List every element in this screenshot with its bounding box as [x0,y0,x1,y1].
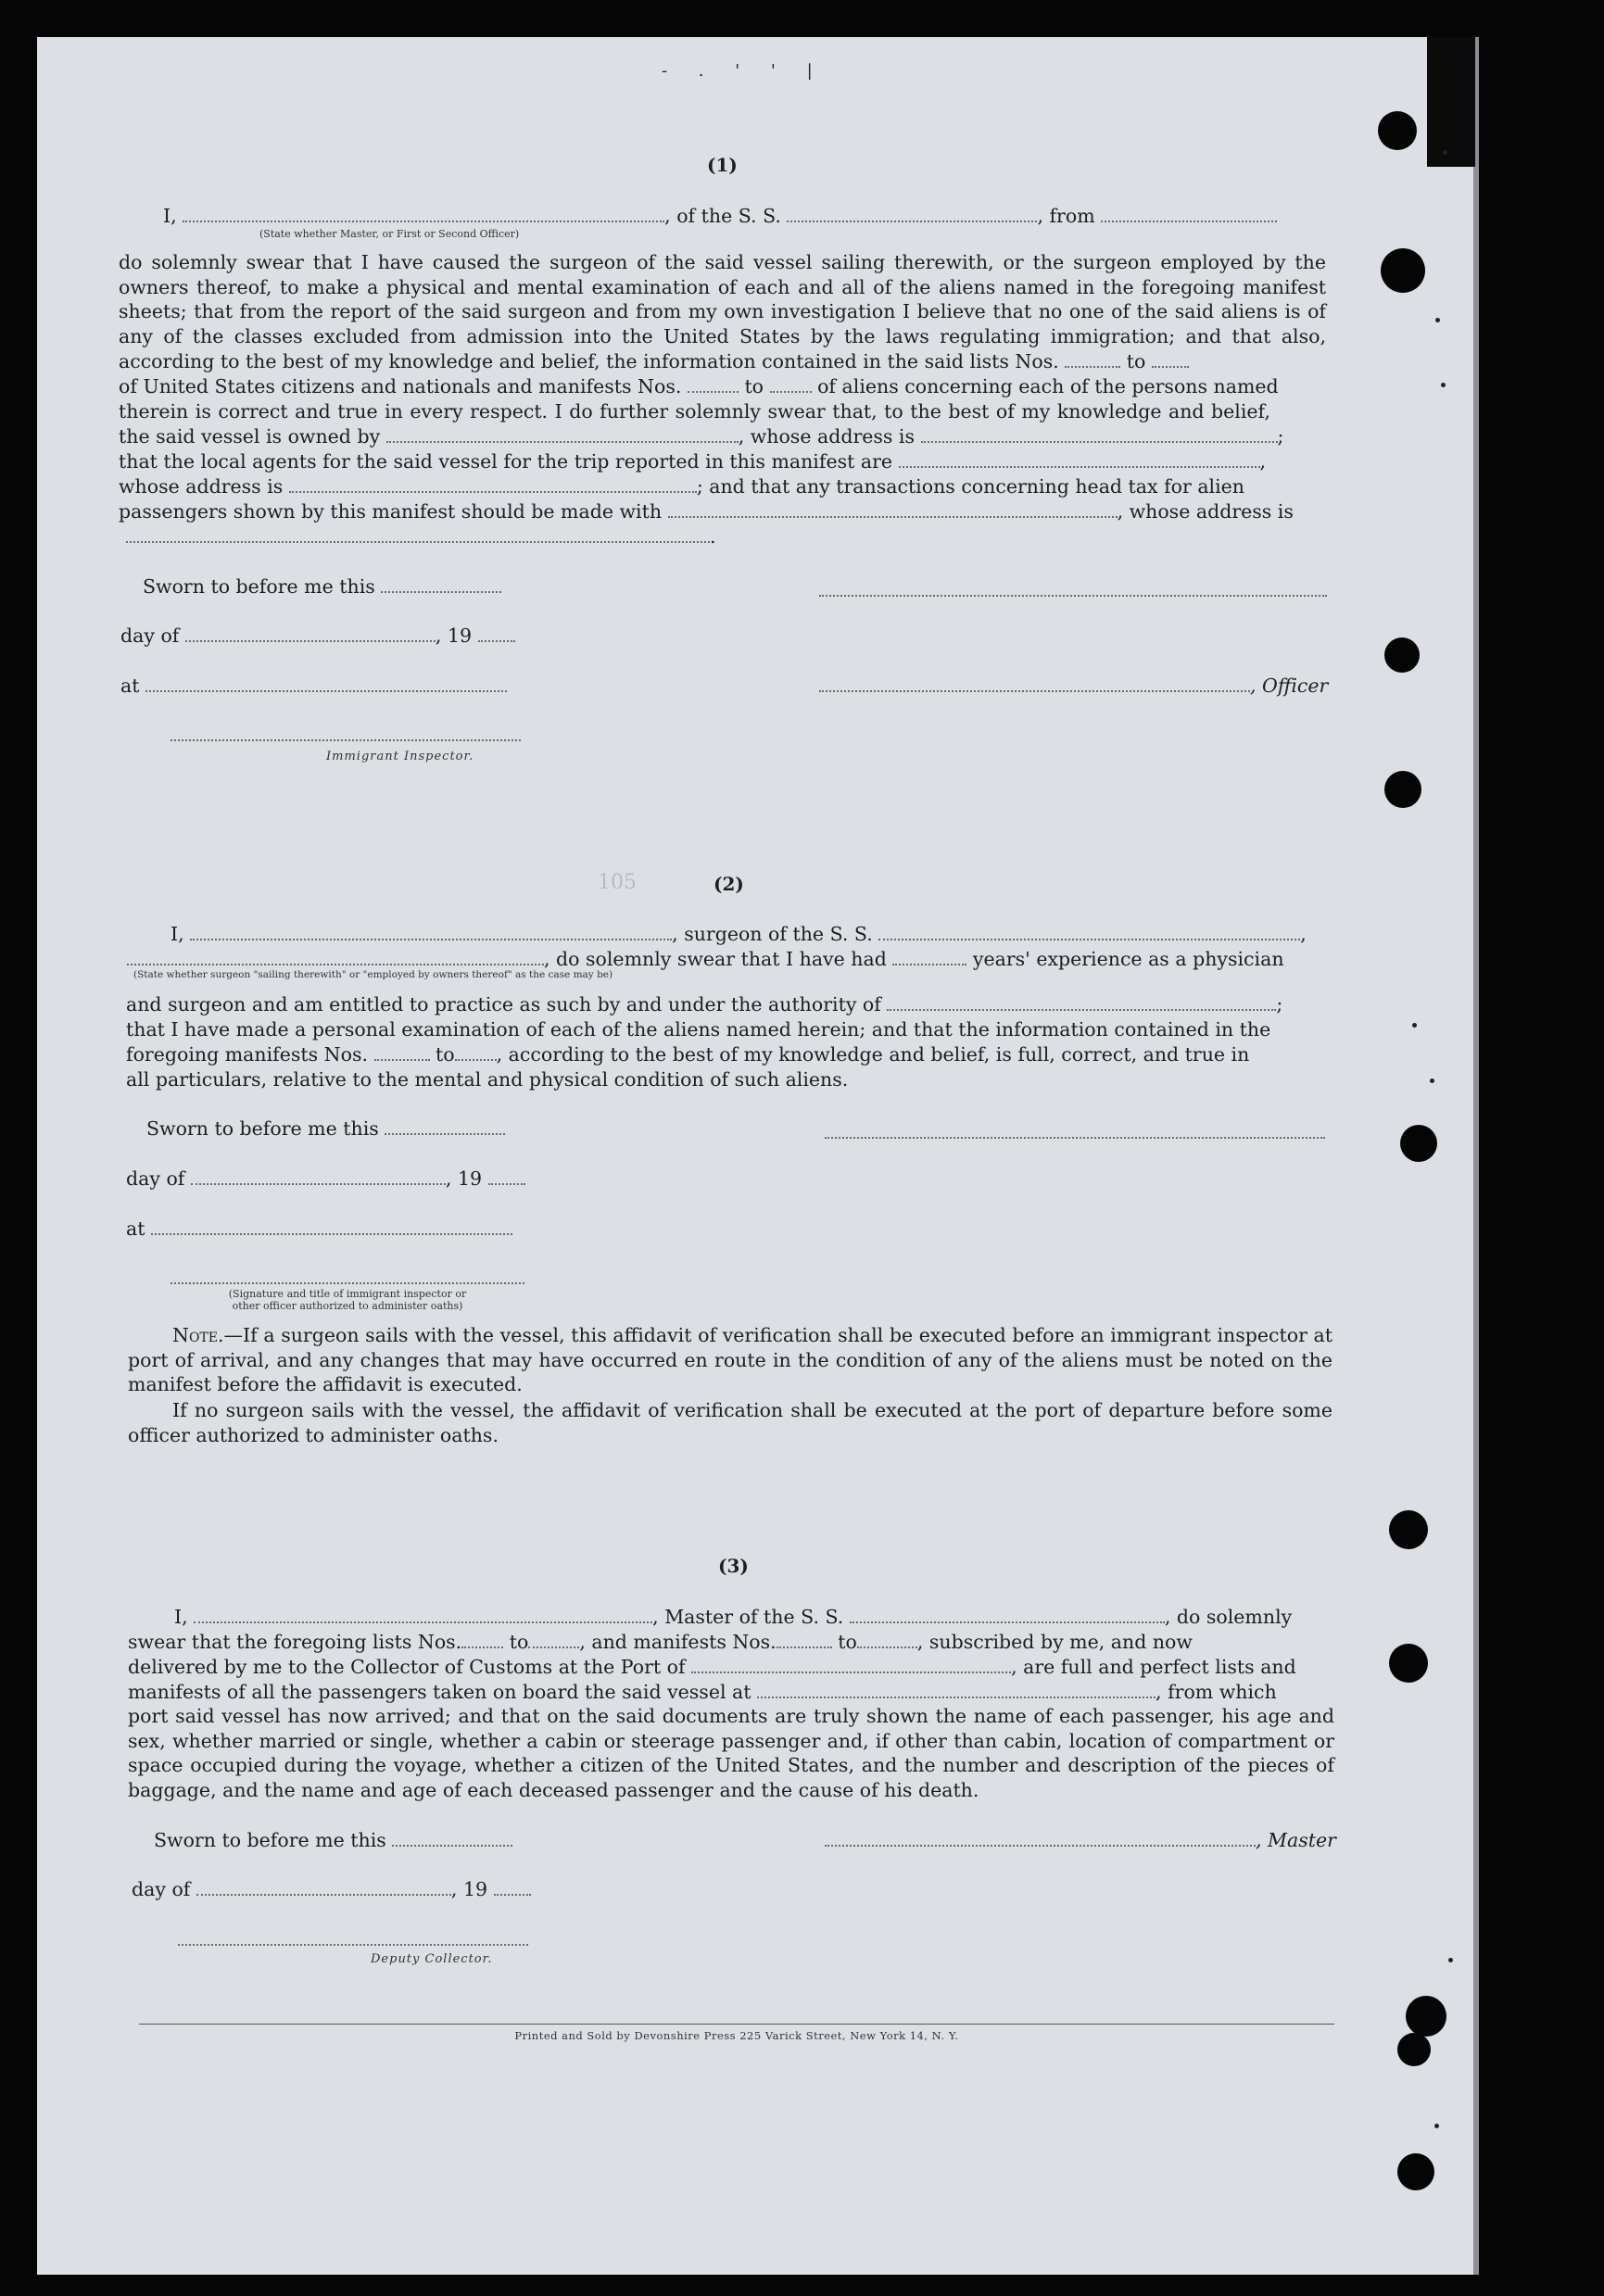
s1-p5b: , [1259,450,1267,473]
s1-para-to: to [1126,349,1146,372]
punch-hole [1378,111,1417,150]
punch-hole [1384,771,1421,808]
s1-p4c: ; [1277,425,1284,448]
s1-p4b: , whose address is [738,425,916,448]
manifests-from-field[interactable] [688,378,739,393]
citizen-lists-from-field[interactable] [1065,353,1120,368]
section-1-heading: (1) [707,154,738,176]
s3-dayof [132,1877,531,1901]
s2-inspector-sig-top[interactable] [825,1135,1325,1139]
s3-line4 [128,1680,1277,1704]
s1-p2c: of aliens concerning each of the persons named [817,375,1279,397]
s2-line2 [127,947,1284,971]
years-experience-field[interactable] [892,951,966,965]
s3-master-line [825,1828,1336,1852]
s2-sig-caption [185,1288,510,1312]
s2-sworn-label: Sworn to before me this [146,1117,379,1140]
s2-month-field[interactable] [191,1170,446,1185]
s1-line-owner [119,424,1283,448]
s3-l2e: , subscribed by me, and now [916,1631,1193,1653]
s2-l2a: , do solemnly swear that I have had [544,948,887,970]
s3-l2c: , and manifests Nos. [579,1631,777,1653]
s2-l5b: to [436,1043,455,1066]
printer-footer: Printed and Sold by Devonshire Press 225 Varick Street, New York 14, N. Y. [514,2029,959,2042]
citizen-lists-to-field[interactable] [1152,353,1189,368]
s1-month-field[interactable] [185,627,436,642]
s1-line-manifests [119,374,1326,398]
s1-officer-line [819,674,1328,698]
s1-para-text: do solemnly swear that I have caused the surgeon of the said vessel sailing therewith, or the surgeon employed by the owners thereof, to make a physical and mental examination of each and all of the aliens named in the foregoing manifest sheets; that from the report of the said surgeon and from my own investigation I believe that no one of the said aliens is of any of the classes excluded from admission into the United States by the laws regulating immigration; and that also, according to the best of my knowledge and belief, the information contained in the said lists Nos. [119,251,1326,372]
speck [1434,2124,1439,2128]
s3-master-sig-field[interactable] [825,1832,1256,1847]
s3-l3a: delivered by me to the Collector of Customs at the Port of [128,1656,686,1678]
s2-sworn-day-field[interactable] [385,1120,505,1135]
s3-master-name-field[interactable] [194,1608,652,1623]
s3-sworn [154,1828,512,1852]
s1-p7a: passengers shown by this manifest should be made with [119,500,663,523]
s1-i: I, [163,205,177,227]
s3-l2a: swear that the foregoing lists Nos. [128,1631,462,1653]
punch-hole [1381,248,1425,293]
speck [1435,318,1440,322]
s1-year-label: , 19 [435,624,473,647]
s3-year-field[interactable] [494,1881,531,1896]
s1-year-field[interactable] [478,627,515,642]
s3-lists-from-field[interactable] [461,1634,503,1648]
s3-master-label: , Master [1256,1829,1336,1851]
departure-port-field[interactable] [1101,208,1277,222]
s2-l3a: and surgeon and am entitled to practice as such by and under the authority of [126,993,881,1016]
s2-i: I, [171,923,184,945]
s3-manifests-from-field[interactable] [777,1634,832,1648]
note-text: —If a surgeon sails with the vessel, this affidavit of verification shall be executed before an immigrant inspector at port of arrival, and any changes that may have occurred en route in the condition of any of the aliens must be noted on the manifest before the affidavit is executed. [128,1324,1332,1396]
s1-p6b: ; and that any transactions concerning head tax for alien [696,475,1245,498]
s1-p4a: the said vessel is owned by [119,425,381,448]
s3-sworn-label: Sworn to before me this [154,1829,386,1851]
s1-line1 [163,204,1277,228]
s2-dayof-label: day of [126,1167,185,1190]
s2-manifest-from-field[interactable] [374,1046,430,1061]
s3-embark-port-field[interactable] [757,1684,1156,1698]
punch-hole [1397,2033,1431,2066]
s1-paragraph [119,250,1326,374]
s1-place-field[interactable] [145,677,507,692]
manifests-to-field[interactable] [770,378,812,393]
punch-hole [1389,1644,1428,1683]
s2-l2b: years' experience as a physician [972,948,1284,970]
s2-note2 [128,1398,1332,1447]
s3-master: , Master of the S. S. [652,1606,844,1628]
s1-officer-sig-top[interactable] [819,593,1327,597]
s2-line1 [171,922,1307,946]
s1-sworn-day-field[interactable] [381,578,501,593]
s3-l4a: manifests of all the passengers taken on board the said vessel at [128,1681,751,1703]
section-3-heading: (3) [718,1555,749,1577]
s1-line-last [126,524,716,549]
speck [1443,150,1447,155]
s1-at [120,674,507,698]
vessel-name-field[interactable] [787,208,1037,222]
s1-p2a: of United States citizens and nationals and manifests Nos. [119,375,682,397]
s2-sig-caption-1: (Signature and title of immigrant inspector or [228,1288,467,1300]
footer-rule [139,2024,1334,2025]
s1-rank-caption: (State whether Master, or First or Second Officer) [259,228,520,240]
agents-address-field[interactable] [289,478,697,493]
s2-sig-caption-2: other officer authorized to administer oaths) [232,1300,463,1312]
agents-field[interactable] [899,453,1260,468]
s1-p8: . [710,525,716,548]
binding-tab [1427,37,1475,167]
s3-collector-sig[interactable] [178,1942,528,1946]
s3-l1-end: , do solemnly [1164,1606,1293,1628]
s2-comma: , [1300,923,1307,945]
punch-hole [1406,1996,1446,2037]
s1-line-agent-address [119,474,1244,498]
s3-l2b: to [509,1631,529,1653]
speck [1430,1079,1434,1083]
s2-l5c: , according to the best of my knowledge and belief, is full, correct, and true in [496,1043,1250,1066]
s3-collector-caption: Deputy Collector. [371,1952,493,1966]
s3-lists-to-field[interactable] [528,1634,579,1648]
s2-surgeon: , surgeon of the S. S. [672,923,873,945]
surgeon-name-field[interactable] [190,926,672,940]
s2-at-label: at [126,1217,145,1240]
s1-p5a: that the local agents for the said vessel for the trip reported in this manifest are [119,450,893,473]
s2-at [126,1217,512,1241]
s2-manifest-to-field[interactable] [455,1046,497,1061]
s3-l2d: to [838,1631,857,1653]
note2-text: If no surgeon sails with the vessel, the affidavit of verification shall be executed at the port of departure before some officer authorized to administer oaths. [128,1399,1332,1446]
headtax-address-field[interactable] [126,528,710,543]
s2-place-field[interactable] [151,1220,512,1235]
faint-stamp: 105 [598,871,637,894]
s3-year-label: , 19 [450,1878,488,1900]
s2-year-label: , 19 [445,1167,483,1190]
s2-dayof [126,1167,525,1191]
rank-field[interactable] [183,208,664,222]
speck [1448,1958,1453,1962]
section-2-heading: (2) [714,873,744,895]
s3-manifests-to-field[interactable] [857,1634,917,1648]
s2-vessel-field[interactable] [878,926,1300,940]
s1-sworn [143,574,501,599]
punch-hole [1384,637,1420,673]
punch-hole [1397,2153,1434,2190]
s3-month-field[interactable] [196,1881,451,1896]
s3-vessel-field[interactable] [850,1608,1165,1623]
s3-l4b: , from which [1156,1681,1277,1703]
s3-line1 [174,1605,1292,1629]
s1-sworn-label: Sworn to before me this [143,575,375,598]
s2-l5a: foregoing manifests Nos. [126,1043,368,1066]
s3-paragraph: port said vessel has now arrived; and that on the said documents are truly shown the name of each passenger, his age and sex, whether married or single, whether a cabin or steerage passenger and, if other than cabin, location of compartment or space occupied during the voyage, whether a citizen of the United States, and the number and description of the pieces of baggage, and the name and age of each deceased passenger and the cause of his death. [128,1705,1334,1802]
s3-port-field[interactable] [691,1659,1011,1673]
s1-from: , from [1037,205,1095,227]
s1-inspector-caption: Immigrant Inspector. [326,750,474,763]
s1-dayof-label: day of [120,624,180,647]
s2-sig-line[interactable] [171,1280,524,1284]
authority-field[interactable] [887,996,1276,1011]
headtax-party-field[interactable] [668,503,1118,518]
s2-line6: all particulars, relative to the mental and physical condition of such aliens. [126,1068,849,1091]
punch-hole [1389,1510,1428,1549]
s1-officer-label: , Officer [1250,675,1329,697]
s2-line3 [126,992,1282,1016]
s3-sworn-day-field[interactable] [392,1832,512,1847]
s3-l3b: , are full and perfect lists and [1011,1656,1296,1678]
page-edge [1473,37,1479,2275]
s1-p6a: whose address is [119,475,284,498]
s2-note [128,1323,1332,1397]
s1-p2b: to [744,375,764,397]
s2-caption: (State whether surgeon "sailing therewith" or "employed by owners thereof" as the case may be) [133,969,613,980]
s1-officer-sig-field[interactable] [819,677,1250,692]
punch-hole [1400,1125,1437,1162]
speck [1412,1023,1417,1028]
s3-i: I, [174,1606,188,1628]
s3-dayof-label: day of [132,1878,191,1900]
s3-line3 [128,1655,1296,1679]
s1-line-therein: therein is correct and true in every respect. I do further solemnly swear that, to the best of my knowledge and belief, [119,400,1270,423]
s2-sworn [146,1116,505,1141]
s1-dayof [120,624,515,648]
owner-field[interactable] [386,428,739,443]
owner-address-field[interactable] [921,428,1278,443]
s1-line-headtax [119,499,1294,524]
top-marks: - . ' ' | [662,61,826,81]
s2-l3b: ; [1276,993,1283,1016]
speck [1441,383,1446,387]
s2-line5 [126,1042,1249,1066]
s1-p7b: , whose address is [1117,500,1294,523]
s1-inspector-sig[interactable] [171,738,521,741]
s3-line2 [128,1630,1193,1654]
s2-year-field[interactable] [488,1170,525,1185]
s1-at-label: at [120,675,140,697]
note-label: Note. [172,1324,224,1346]
s1-line-agents [119,449,1266,473]
s2-line4: that I have made a personal examination of each of the aliens named herein; and that the information contained in the [126,1018,1271,1041]
surgeon-status-field[interactable] [127,951,544,965]
s1-ss: , of the S. S. [664,205,781,227]
